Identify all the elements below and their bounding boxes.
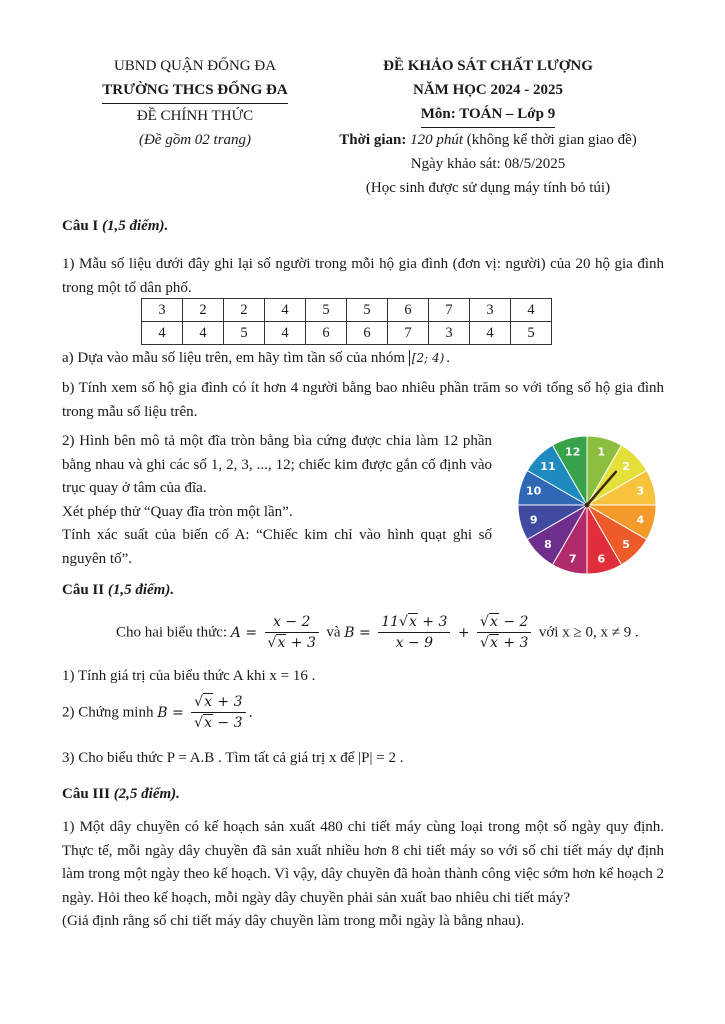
section-3-points: (2,5 điểm). <box>113 786 180 802</box>
q1-part2-question: Tính xác suất của biến cố A: “Chiếc kim chỉ vào hình quạt ghi số nguyên tố”. <box>62 527 492 567</box>
q3-part1-note: (Giả định rằng số chi tiết máy dây chuyền làm trong mỗi ngày là bằng nhau). <box>62 913 525 929</box>
table-cell: 4 <box>511 299 552 322</box>
wheel-label: 1 <box>597 445 606 459</box>
expressions-intro: Cho hai biểu thức: <box>116 624 228 641</box>
section-1-points: (1,5 điểm). <box>102 218 169 234</box>
school-name: TRƯỜNG THCS ĐỐNG ĐA <box>102 78 287 104</box>
table-cell: 5 <box>306 299 347 322</box>
q1-part2-experiment: Xét phép thử “Quay đĩa tròn một lần”. <box>62 503 293 520</box>
table-cell: 3 <box>142 299 183 322</box>
time-value: 120 phút <box>410 132 463 148</box>
table-cell: 7 <box>388 322 429 345</box>
expr-b-simplified: B = $\frac{√x + 3}{√x - 3}$ . <box>157 694 253 731</box>
table-cell: 5 <box>347 299 388 322</box>
table-cell: 6 <box>388 299 429 322</box>
expressions-line <box>116 614 639 651</box>
table-cell: 4 <box>470 322 511 345</box>
q1-part-b: b) Tính xem số hộ gia đình có ít hơn 4 người bằng bao nhiêu phần trăm so với tổng số hộ gia đình trong mẫu số liệu trên. <box>62 380 664 420</box>
table-cell: 4 <box>265 322 306 345</box>
q3-part1 <box>62 816 664 934</box>
wheel-label: 4 <box>636 513 645 527</box>
official-label: ĐỀ CHÍNH THỨC <box>136 108 254 124</box>
time-note: (không kể thời gian giao đề) <box>466 132 637 148</box>
section-2-title <box>62 582 174 599</box>
exam-title: ĐỀ KHẢO SÁT CHẤT LƯỢNG <box>383 58 593 74</box>
header-left <box>60 54 330 152</box>
q1-part2-desc: 2) Hình bên mô tả một đĩa tròn bằng bìa cứng được chia làm 12 phần bằng nhau và ghi các số 1, 2, 3, ..., 12; chiếc kim được gắn cố định vào trục quay ở tâm của đĩa. <box>62 433 492 496</box>
table-cell: 3 <box>429 322 470 345</box>
section-2-points: (1,5 điểm). <box>107 582 175 598</box>
section-1-label: Câu I <box>62 218 99 234</box>
table-row <box>142 299 552 322</box>
section-1-title <box>62 218 168 235</box>
expr-a: A = $\frac{x - 2}{√x + 3}$ <box>231 625 327 641</box>
wheel-label: 12 <box>565 445 581 459</box>
q3-part1-text: 1) Một dây chuyền có kế hoạch sản xuất 480 chi tiết máy cùng loại trong một số ngày quy định. Thực tế, mỗi ngày dây chuyền đã sản xuất nhiều hơn 8 chi tiết máy so với số chi tiết máy dự định làm trong một ngày theo kế hoạch. Vì vậy, dây chuyền đã hoàn thành công việc sớm hơn kế hoạch 2 ngày. Hỏi theo kế hoạch, mỗi ngày dây chuyền phải sản xuất bao nhiêu chi tiết máy? <box>62 819 664 906</box>
wheel-label: 8 <box>544 538 552 552</box>
q2-part1: 1) Tính giá trị của biểu thức A khi x = 16 . <box>62 668 316 684</box>
q1-part2 <box>62 430 492 571</box>
section-2-label: Câu II <box>62 582 105 598</box>
and-word: và <box>326 624 341 641</box>
q2-part2-text: 2) Chứng minh <box>62 704 154 721</box>
school-year: NĂM HỌC 2024 - 2025 <box>413 82 563 98</box>
exam-date: Ngày khảo sát: 08/5/2025 <box>410 156 566 172</box>
data-table <box>141 298 552 345</box>
wheel-label: 7 <box>568 552 577 566</box>
condition: với x ≥ 0, x ≠ 9 . <box>538 624 639 641</box>
q1-part-a: a) Dựa vào mẫu số liệu trên, em hãy tìm tần số của nhóm [2; 4) . <box>62 350 451 366</box>
time-line <box>318 128 658 152</box>
district-name: UBND QUẬN ĐỐNG ĐA <box>113 58 277 74</box>
table-cell: 3 <box>470 299 511 322</box>
table-cell: 2 <box>224 299 265 322</box>
wheel-label: 6 <box>597 552 606 566</box>
q1-part-a-text: a) Dựa vào mẫu số liệu trên, em hãy tìm tần số của nhóm <box>62 350 406 366</box>
wheel-label: 11 <box>540 459 556 473</box>
section-3-label: Câu III <box>62 786 110 802</box>
table-cell: 4 <box>183 322 224 345</box>
table-cell: 5 <box>511 322 552 345</box>
wheel-label: 3 <box>636 484 645 498</box>
wheel-label: 9 <box>529 513 538 527</box>
subject-line: Môn: TOÁN – Lớp 9 <box>421 102 555 128</box>
expr-b: B = $\frac{11√x + 3}{x - 9}$ + $\frac{√x - 2}{√x + 3}$ <box>344 625 539 641</box>
wheel-label: 10 <box>526 484 542 498</box>
interval: [2; 4) <box>409 350 447 366</box>
table-cell: 4 <box>265 299 306 322</box>
header-right <box>318 54 658 200</box>
q1-part1-intro: 1) Mẫu số liệu dưới đây ghi lại số người trong mỗi hộ gia đình (đơn vị: người) của 20 hộ gia đình trong một tổ dân phố. <box>62 256 664 296</box>
page-count-note: (Đề gồm 02 trang) <box>138 132 252 148</box>
time-label: Thời gian: <box>339 132 407 148</box>
q2-part2 <box>62 694 253 731</box>
wheel-hub <box>585 503 590 508</box>
table-cell: 2 <box>183 299 224 322</box>
spinner-wheel <box>516 434 658 576</box>
table-cell: 4 <box>142 322 183 345</box>
table-cell: 7 <box>429 299 470 322</box>
table-row <box>142 322 552 345</box>
table-cell: 6 <box>347 322 388 345</box>
q2-part3: 3) Cho biểu thức P = A.B . Tìm tất cả giá trị x để |P| = 2 . <box>62 750 404 766</box>
calculator-note: (Học sinh được sử dụng máy tính bỏ túi) <box>365 180 611 196</box>
wheel-label: 5 <box>622 538 630 552</box>
section-3-title <box>62 786 180 803</box>
table-cell: 5 <box>224 322 265 345</box>
table-cell: 6 <box>306 322 347 345</box>
wheel-label: 2 <box>622 459 630 473</box>
